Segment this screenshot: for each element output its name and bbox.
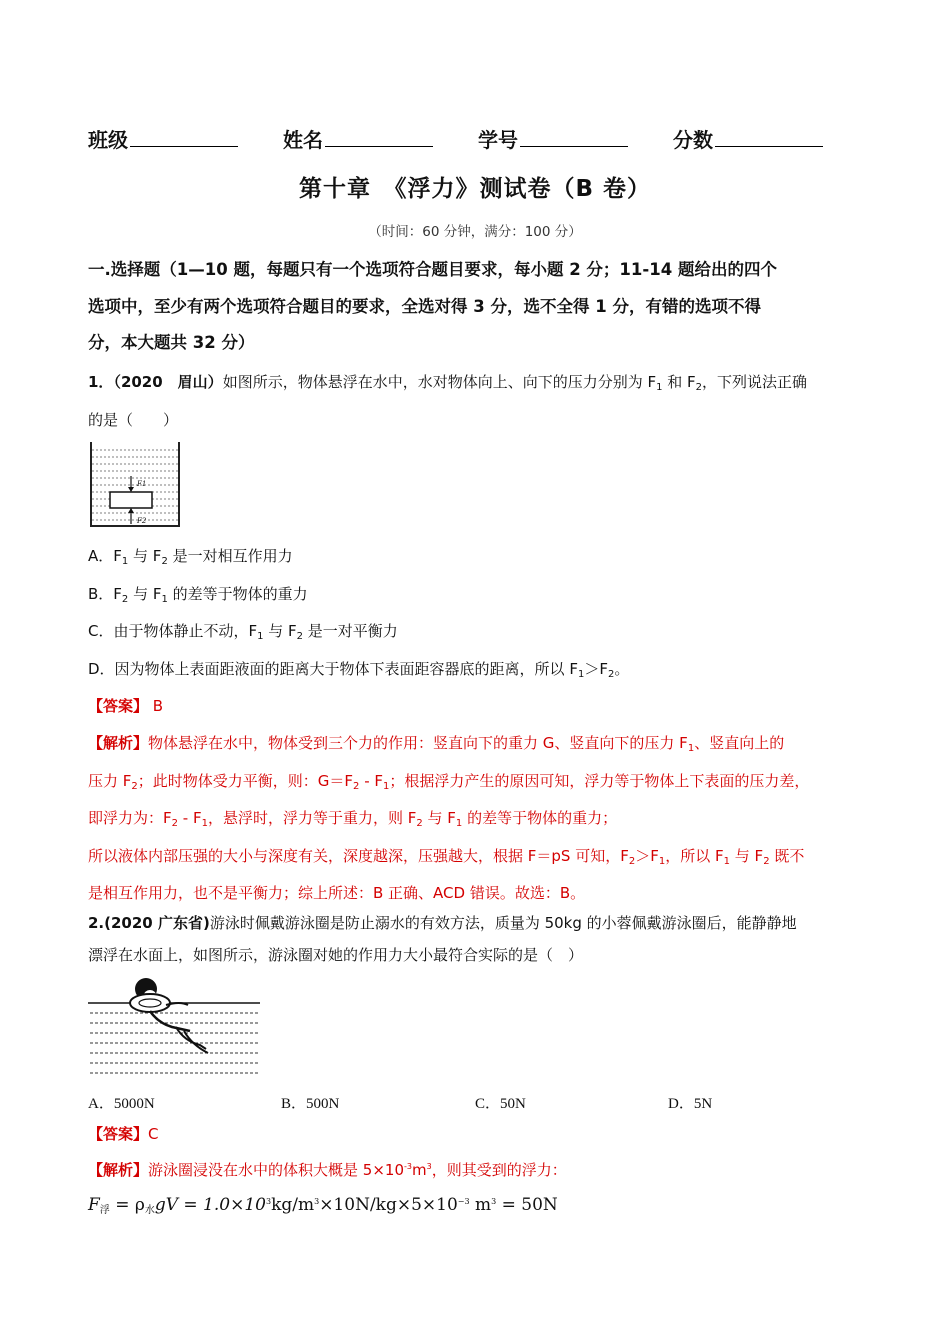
q2-number: 2.: [88, 914, 105, 932]
q2-option-d[interactable]: D．5N: [668, 1096, 713, 1112]
student-info-header: [88, 124, 868, 153]
exam-subtitle: （时间：60 分钟，满分：100 分）: [368, 224, 582, 240]
q1-stem-line1: 1．（2020 眉山）如图所示，物体悬浮在水中，水对物体向上、向下的压力分别为 $F_1$ 和 $F_2$，下列说法正确: [88, 373, 808, 393]
class-label: 班级: [88, 128, 128, 152]
score-field: [673, 124, 823, 153]
id-field: [478, 124, 628, 153]
q2-stem-line1: 2.(2020 广东省)游泳时佩戴游泳圈是防止溺水的有效方法，质量为 50kg 的小蓉佩戴游泳圈后，能静静地: [88, 914, 797, 932]
id-label: 学号: [478, 128, 518, 152]
section-heading-line1: 一.选择题（1—10 题，每题只有一个选项符合题目要求，每小题 2 分；11-14 题给出的四个: [88, 260, 777, 279]
q2-stem-line2: 漂浮在水面上，如图所示，游泳圈对她的作用力大小最符合实际的是（ ）: [88, 946, 584, 964]
q1-analysis-line1: 【解析】物体悬浮在水中，物体受到三个力的作用：竖直向下的重力 G、竖直向下的压力 $F_1$、竖直向上的: [88, 734, 785, 754]
q2-source: (2020 广东省): [104, 914, 210, 932]
q1-option-a[interactable]: A．$F_1$ 与 $F_2$ 是一对相互作用力: [88, 547, 293, 567]
answer-label: 【答案】: [88, 697, 149, 715]
q2-option-a[interactable]: A．5000N: [88, 1096, 155, 1112]
class-blank[interactable]: [130, 124, 238, 147]
swim-ring: [130, 994, 170, 1012]
q2-option-b[interactable]: B．500N: [281, 1096, 340, 1112]
q1-option-b[interactable]: B．$F_2$ 与 $F_1$ 的差等于物体的重力: [88, 585, 308, 605]
name-label: 姓名: [283, 128, 323, 152]
q1-analysis-line3: 即浮力为：$F_2 - F_1$，悬浮时，浮力等于重力，则 $F_2$ 与 $F_1$ 的差等于物体的重力；: [88, 809, 618, 829]
section-heading-line3: 分，本大题共 32 分）: [88, 333, 255, 352]
q1-answer: [88, 696, 163, 716]
floating-block-figure: [88, 440, 183, 530]
q1-analysis-line2: 压力 $F_2$；此时物体受力平衡，则：$G=F_2 - F_1$；根据浮力产生的原因可知，浮力等于物体上下表面的压力差，: [88, 772, 810, 792]
q2-option-c[interactable]: C．50N: [475, 1096, 526, 1112]
svg-text:F2: F2: [137, 517, 147, 525]
score-label: 分数: [673, 128, 713, 152]
swimmer-figure: [88, 975, 263, 1080]
id-blank[interactable]: [520, 124, 628, 147]
page-title: 第十章 《浮力》测试卷（B 卷）: [298, 176, 652, 202]
q1-source: （2020 眉山）: [113, 373, 223, 391]
score-blank[interactable]: [715, 124, 823, 147]
name-blank[interactable]: [325, 124, 433, 147]
q1-analysis-line5: 是相互作用力，也不是平衡力；综上所述：B 正确、ACD 错误。故选：B。: [88, 884, 586, 902]
analysis-label: 【解析】: [88, 734, 149, 752]
class-field: [88, 124, 238, 153]
answer-value: B: [148, 697, 164, 715]
q2-analysis-line1: 【解析】游泳圈浸没在水中的体积大概是 $5\times 10^{-3}m^3$，则其受到的浮力：: [88, 1161, 567, 1179]
buoyancy-formula: $F_浮 = \rho_水gV = 1.0\times 10^3kg/m^3\times 10N/kg\times 5\times 10^{-3}$ $m^3 = 50N$: [88, 1195, 558, 1216]
svg-text:F1: F1: [137, 480, 147, 488]
name-field: [283, 124, 433, 153]
q1-number: 1．: [88, 373, 114, 391]
q1-option-d[interactable]: D．因为物体上表面距液面的距离大于物体下表面距容器底的距离，所以 $F_1>F_2$。: [88, 660, 630, 680]
q2-answer: 【答案】C: [88, 1125, 159, 1143]
block-shape: [110, 492, 152, 508]
section-heading-line2: 选项中，至少有两个选项符合题目的要求，全选对得 3 分，选不全得 1 分，有错的选项不得: [88, 297, 761, 316]
q1-analysis-line4: 所以液体内部压强的大小与深度有关，深度越深，压强越大，根据 F＝pS 可知，$F_2>F_1$，所以 $F_1$ 与 $F_2$ 既不: [88, 847, 805, 867]
q1-stem-line2: 的是（ ）: [88, 411, 179, 429]
q1-option-c[interactable]: C．由于物体静止不动，$F_1$ 与 $F_2$ 是一对平衡力: [88, 622, 398, 642]
